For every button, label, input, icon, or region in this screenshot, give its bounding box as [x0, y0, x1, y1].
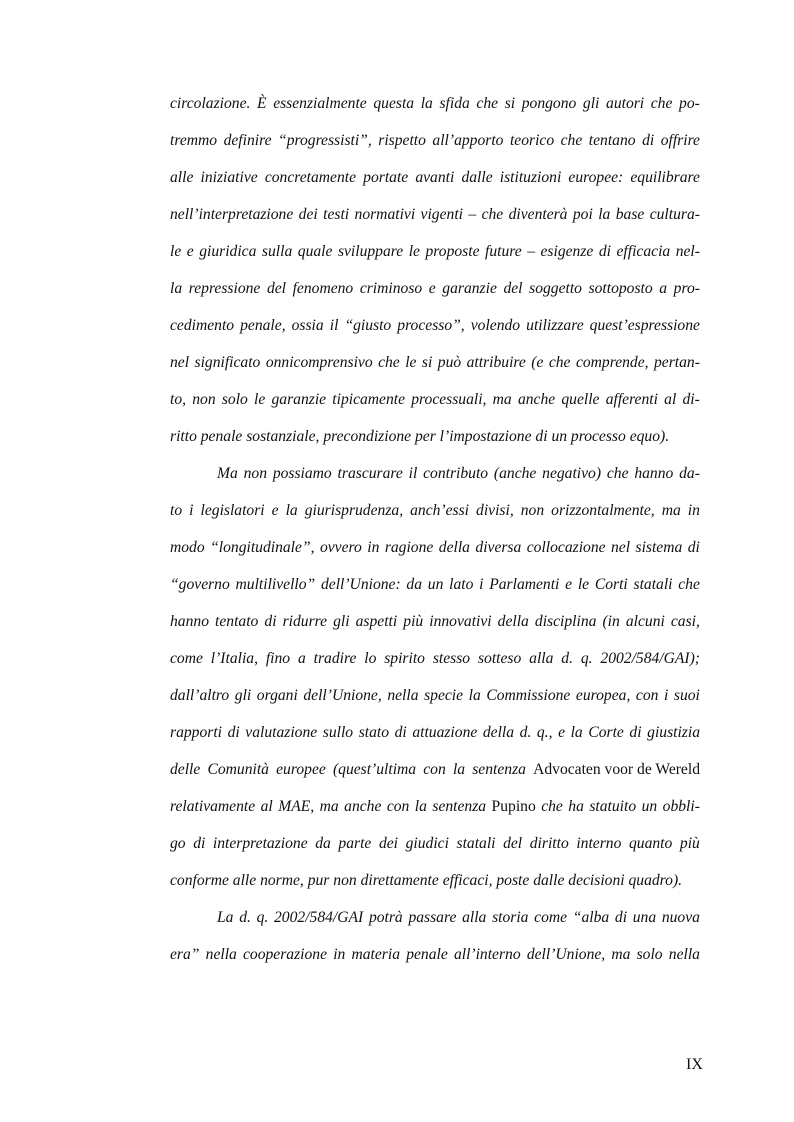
word: di	[394, 724, 407, 741]
word: giudici	[405, 835, 449, 852]
word: multilivello”	[235, 576, 316, 593]
word: di	[687, 539, 700, 556]
word: di	[598, 243, 611, 260]
word: (quest’ultima	[332, 761, 417, 778]
word: sviluppare	[337, 243, 404, 260]
word: gli	[333, 613, 350, 630]
word: all’apporto	[432, 132, 504, 149]
word: giustizia	[647, 724, 700, 741]
word: in	[333, 946, 346, 963]
word: diversa	[475, 539, 522, 556]
word: divisi,	[476, 502, 514, 519]
word: Commissione	[486, 687, 571, 704]
word: con	[423, 761, 446, 778]
word: sistema	[635, 539, 683, 556]
word: della	[438, 539, 470, 556]
word: del	[503, 280, 523, 297]
word: MAE,	[278, 798, 315, 815]
word: to	[170, 502, 183, 519]
word: repressione	[188, 280, 261, 297]
word: non	[192, 391, 216, 408]
word: garanzie	[271, 391, 327, 408]
word: alcuni	[625, 613, 665, 630]
word: (anche	[493, 465, 537, 482]
word: orizzontalmente,	[551, 502, 655, 519]
word: (e	[531, 354, 544, 371]
text-line	[170, 832, 700, 869]
word: di-	[682, 391, 700, 408]
word: europee	[276, 761, 326, 778]
word: d.	[561, 650, 573, 667]
word: tentato	[215, 613, 259, 630]
word: sentenza	[432, 798, 487, 815]
word: normativi	[354, 206, 416, 223]
word: –	[468, 206, 477, 223]
word: tentano	[588, 132, 636, 149]
word: dell’Unione,	[303, 687, 382, 704]
word: trascurare	[337, 465, 403, 482]
word: po-	[679, 95, 700, 112]
word: ma	[492, 391, 512, 408]
word: casi,	[670, 613, 700, 630]
word: sotteso	[477, 650, 522, 667]
word: di	[614, 909, 628, 926]
text-line	[170, 92, 700, 129]
word: definire	[223, 132, 272, 149]
case-name-pupino: Pupino	[491, 798, 536, 815]
word: le	[408, 243, 420, 260]
text-line	[170, 795, 700, 832]
word: da-	[679, 465, 700, 482]
word: La	[217, 909, 234, 926]
word: statali	[633, 576, 673, 593]
word: possiamo	[272, 465, 332, 482]
word: al	[260, 798, 273, 815]
word: efficacia	[616, 243, 671, 260]
word: i	[189, 502, 194, 519]
word: legislatori	[200, 502, 265, 519]
word: ma	[319, 798, 339, 815]
word: che	[481, 206, 504, 223]
word: cedimento	[170, 317, 235, 334]
word: equilibrare	[630, 169, 700, 186]
word: e	[565, 576, 573, 593]
word: e	[271, 502, 279, 519]
word: aspetti	[355, 613, 398, 630]
word: sulla	[261, 243, 293, 260]
word: nuova	[661, 909, 700, 926]
text-line	[170, 203, 700, 240]
text-line	[170, 314, 700, 351]
word: materia	[351, 946, 401, 963]
word: proposte	[425, 243, 480, 260]
word: “giusto	[344, 317, 392, 334]
word: quanto	[628, 835, 673, 852]
word: base	[615, 206, 645, 223]
word: innovativi	[429, 613, 492, 630]
word: È	[257, 95, 267, 112]
text-line	[170, 647, 700, 684]
word: go	[170, 835, 186, 852]
word: Parlamenti	[489, 576, 560, 593]
word: nel	[170, 354, 190, 371]
word: un	[641, 798, 658, 815]
text-line	[170, 943, 700, 980]
word: la	[452, 761, 466, 778]
word: processo”,	[397, 317, 465, 334]
word: statuito	[589, 798, 637, 815]
word: d.	[519, 724, 532, 741]
word: di	[629, 724, 642, 741]
word: cultura-	[649, 206, 700, 223]
word: ha	[568, 798, 584, 815]
word: penale	[406, 946, 448, 963]
word: Corte	[588, 724, 624, 741]
word: significato	[194, 354, 261, 371]
word: fino	[265, 650, 291, 667]
word: nel	[611, 539, 631, 556]
word: hanno	[170, 613, 209, 630]
word: parte	[338, 835, 372, 852]
word: criminoso	[359, 280, 423, 297]
word: le	[170, 243, 182, 260]
word: anche	[517, 391, 556, 408]
word: si	[504, 95, 516, 112]
word: europea,	[575, 687, 631, 704]
word: ragione	[384, 539, 434, 556]
word: sullo	[322, 724, 354, 741]
word: non	[520, 502, 545, 519]
word: diritto	[529, 835, 569, 852]
text-line	[170, 684, 700, 721]
text-line	[170, 240, 700, 277]
text-line: conforme alle norme, pur non direttamente efficaci, poste dalle decisioni quadro).	[170, 872, 683, 889]
word: da	[406, 576, 423, 593]
word: valutazione	[245, 724, 318, 741]
word: processuali,	[411, 391, 487, 408]
word: che	[560, 132, 583, 149]
word: del	[503, 835, 523, 852]
word: a	[297, 650, 306, 667]
word: la	[170, 280, 183, 297]
word: offrire	[660, 132, 700, 149]
word: solo	[636, 946, 663, 963]
word: sentenza	[472, 761, 526, 778]
word: ridurre	[282, 613, 328, 630]
text-line	[170, 906, 700, 943]
word: obbli-	[662, 798, 700, 815]
word: che	[650, 95, 673, 112]
word: lo	[364, 650, 377, 667]
word: alla	[462, 909, 487, 926]
word: di	[227, 724, 240, 741]
word: esigenze	[540, 243, 594, 260]
word: che	[606, 465, 629, 482]
word: cooperazione	[243, 946, 328, 963]
text-line	[170, 462, 700, 499]
word: “governo	[170, 576, 230, 593]
body-text	[170, 92, 700, 980]
word: gli	[582, 95, 600, 112]
word: nella	[387, 687, 419, 704]
word: “longitudinale”,	[210, 539, 315, 556]
word: q.,	[536, 724, 553, 741]
word: storia	[492, 909, 529, 926]
word: fenomeno	[292, 280, 354, 297]
word: quale	[297, 243, 333, 260]
word: dei	[298, 206, 318, 223]
word: teorico	[509, 132, 555, 149]
word: il	[329, 317, 339, 334]
word: dalle	[461, 169, 493, 186]
word: Corti	[594, 576, 628, 593]
text-line	[170, 758, 700, 795]
word: future	[485, 243, 522, 260]
word: interpretazione	[212, 835, 308, 852]
word: dell’Unione:	[320, 576, 401, 593]
word: come	[170, 650, 203, 667]
word: ma	[661, 502, 681, 519]
word: i	[479, 576, 484, 593]
text-line	[170, 277, 700, 314]
word: interno	[576, 835, 622, 852]
word: sottoposto	[588, 280, 653, 297]
word: “progressisti”,	[278, 132, 372, 149]
word: pongono	[521, 95, 577, 112]
word: le	[405, 354, 417, 371]
word: delle	[170, 761, 201, 778]
word: alla	[529, 650, 554, 667]
word: q.	[256, 909, 269, 926]
word: e	[186, 243, 194, 260]
word: relativamente	[170, 798, 256, 815]
word: statali	[456, 835, 496, 852]
word: q.	[580, 650, 593, 667]
word: d.	[239, 909, 251, 926]
word: 2002/584/GAI	[274, 909, 364, 926]
word: anch’essi	[410, 502, 470, 519]
word: la	[285, 502, 298, 519]
word: più	[403, 613, 424, 630]
word: circolazione.	[170, 95, 251, 112]
word: solo	[221, 391, 248, 408]
word: giurisprudenza,	[304, 502, 404, 519]
word: al	[664, 391, 677, 408]
word: negativo)	[542, 465, 602, 482]
word: dall’altro	[170, 687, 230, 704]
word: la	[420, 95, 433, 112]
text-line	[170, 573, 700, 610]
word: portate	[363, 169, 409, 186]
text-line	[170, 499, 700, 536]
word: una	[632, 909, 657, 926]
word: e	[428, 280, 436, 297]
text-line	[170, 610, 700, 647]
word: con	[386, 798, 410, 815]
word: l’Italia,	[210, 650, 258, 667]
word: Ma	[217, 465, 238, 482]
word: nella	[205, 946, 237, 963]
word: rapporti	[170, 724, 222, 741]
word: in	[367, 539, 380, 556]
word: specie	[424, 687, 464, 704]
word: (in	[602, 613, 620, 630]
word: concretamente	[264, 169, 357, 186]
word: di	[193, 835, 206, 852]
word: lato	[449, 576, 474, 593]
word: ossia	[291, 317, 324, 334]
text-line	[170, 129, 700, 166]
word: Comunità	[207, 761, 269, 778]
word: a	[659, 280, 668, 297]
word: attuazione	[412, 724, 478, 741]
word: si	[421, 354, 433, 371]
word: hanno	[634, 465, 674, 482]
word: collocazione	[526, 539, 606, 556]
word: nella	[668, 946, 700, 963]
word: istituzioni	[499, 169, 562, 186]
word: gli	[234, 687, 252, 704]
word: un	[427, 576, 444, 593]
word: tremmo	[170, 132, 218, 149]
word: del	[266, 280, 286, 297]
word: ma	[611, 946, 631, 963]
word: di	[264, 613, 277, 630]
word: “alba	[572, 909, 610, 926]
text-line	[170, 721, 700, 758]
word: –	[527, 243, 535, 260]
word: pro-	[673, 280, 700, 297]
word: onnicomprensivo	[265, 354, 373, 371]
word: diventerà	[508, 206, 568, 223]
word: che	[548, 354, 571, 371]
word: soggetto	[529, 280, 582, 297]
word: i	[663, 687, 669, 704]
word: che	[378, 354, 400, 371]
word: potrà	[368, 909, 403, 926]
word: alle	[170, 169, 194, 186]
word: vigenti	[420, 206, 463, 223]
word: la	[598, 206, 611, 223]
word: ovvero	[319, 539, 362, 556]
word: con	[635, 687, 659, 704]
word: nel-	[675, 243, 700, 260]
word: suoi	[673, 687, 700, 704]
word: stesso	[432, 650, 471, 667]
word: giuridica	[199, 243, 257, 260]
word: che	[678, 576, 700, 593]
word: era”	[170, 946, 200, 963]
word: garanzie	[442, 280, 497, 297]
text-line	[170, 536, 700, 573]
word: anche	[344, 798, 382, 815]
word: to,	[170, 391, 187, 408]
case-name-advocaten: Advocaten voor de Wereld	[533, 761, 700, 778]
page-number: IX	[686, 1056, 703, 1073]
word: dei	[378, 835, 398, 852]
text-line	[170, 166, 700, 203]
word: quest’espressione	[589, 317, 700, 334]
word: rispetto	[378, 132, 426, 149]
word: iniziative	[200, 169, 258, 186]
word: il	[408, 465, 418, 482]
word: volendo	[470, 317, 521, 334]
word: 2002/584/GAI);	[600, 650, 700, 667]
word: comprende,	[575, 354, 649, 371]
word: pertan-	[654, 354, 700, 371]
word: quelle	[561, 391, 600, 408]
word: afferenti	[605, 391, 658, 408]
word: avanti	[415, 169, 455, 186]
word: non	[243, 465, 267, 482]
word: modo	[170, 539, 205, 556]
word: dell’Unione,	[526, 946, 606, 963]
word: testi	[323, 206, 350, 223]
word: la	[468, 687, 481, 704]
word: passare	[408, 909, 457, 926]
word: può	[437, 354, 462, 371]
word: spirito	[384, 650, 425, 667]
word: in	[687, 502, 700, 519]
word: utilizzare	[526, 317, 584, 334]
word: disciplina	[534, 613, 597, 630]
word: da	[315, 835, 331, 852]
word: penale,	[240, 317, 286, 334]
word: sfida	[439, 95, 470, 112]
word: europee:	[568, 169, 624, 186]
word: della	[482, 724, 515, 741]
word: contributo	[423, 465, 489, 482]
word: organi	[256, 687, 298, 704]
word: essenzialmente	[273, 95, 367, 112]
word: nell’interpretazione	[170, 206, 294, 223]
text-line	[170, 351, 700, 388]
word: la	[414, 798, 427, 815]
word: questa	[373, 95, 415, 112]
word: di	[642, 132, 655, 149]
word: come	[534, 909, 568, 926]
word: della	[497, 613, 529, 630]
text-line	[170, 388, 700, 425]
text-line: ritto penale sostanziale, precondizione per l’impostazione di un processo equo).	[170, 428, 670, 445]
word: tipicamente	[332, 391, 406, 408]
word: e	[558, 724, 566, 741]
word: poi	[572, 206, 593, 223]
word: che	[541, 798, 563, 815]
word: le	[254, 391, 266, 408]
word: tradire	[313, 650, 357, 667]
word: la	[570, 724, 583, 741]
word: che	[476, 95, 499, 112]
word: autori	[606, 95, 645, 112]
word: attribuire	[466, 354, 526, 371]
word: le	[577, 576, 590, 593]
word: più	[679, 835, 700, 852]
word: stato	[358, 724, 390, 741]
word: all’interno	[453, 946, 521, 963]
